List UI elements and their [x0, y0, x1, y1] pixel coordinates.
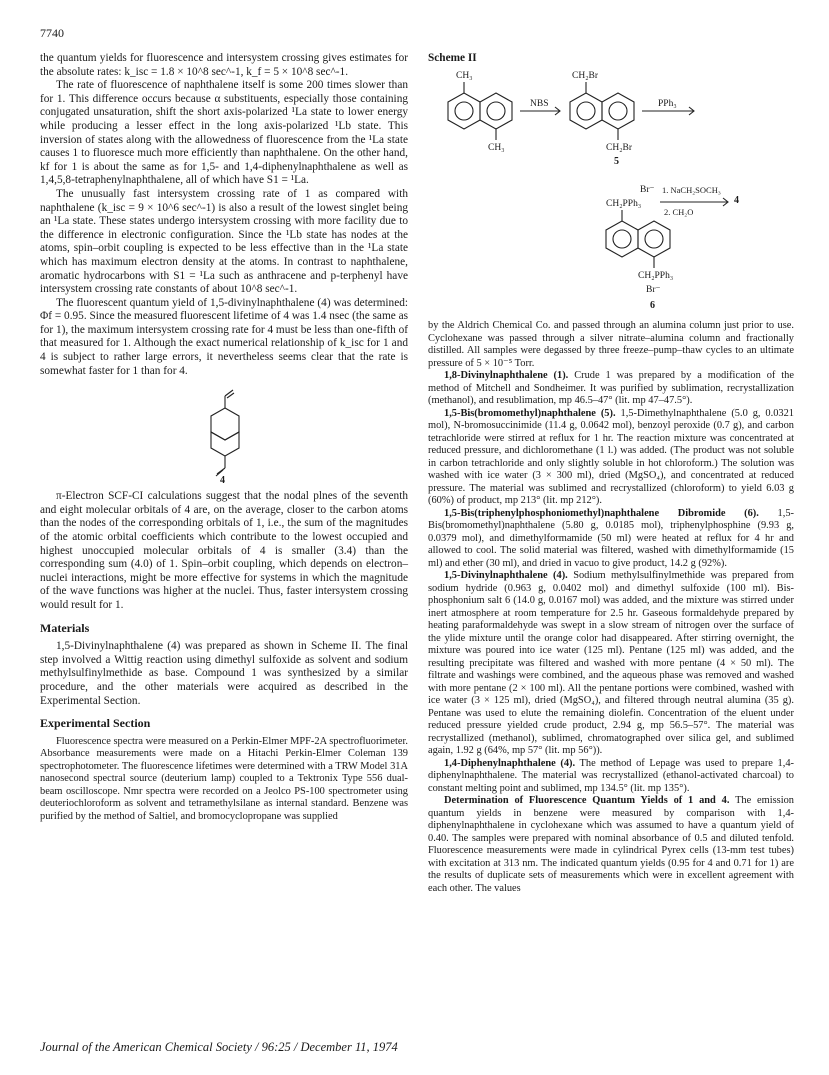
scheme-step-2: 2. CH₂O	[664, 207, 694, 217]
right-column	[428, 52, 794, 895]
left-paragraph-4: The fluorescent quantum yield of 1,5-divinylnaphthalene (4) was determined: Φf = 0.95. Since the measured fluorescent lifetime of 4 was 1.4 nsec (the same as for 1), the maximum intersystem crossing rate for 4 must be less than one-fifth of that measured for 1. Although the exact numerical relationship of k_isc for 1 and 4 is subject to rather large errors, it nevertheless seems clear that the rate is somewhat faster for 1 than for 4.	[40, 296, 409, 377]
materials-heading: Materials	[40, 620, 90, 635]
experimental-heading: Experimental Section	[40, 716, 151, 731]
scheme-ch2br-bottom: CH₂Br	[606, 143, 633, 153]
left-paragraph-3: The unusually fast intersystem crossing rate of 1 as compared with naphthalene (k_isc = 9 × 10^6 sec^-1) is also a result of the lowest singlet being an ¹La state. These states undergo intersystem crossing with more facility due to the difference in electronic configuration. Since the ¹Lb state has nodes at the atoms, spin–orbit coupling is expected to be less effective than in the ¹La state which has maximum electron density at the atoms. In contrast to naphthalene, aromatic hydrocarbons with S1 = ¹La such as anthracene and p-terphenyl have intersystem crossing rate constants of about 10^8 sec^-1.	[40, 187, 408, 296]
left-column	[40, 52, 408, 823]
scheme-ch2pph3-bottom: CH₂PPh₃	[638, 271, 674, 281]
scheme-pph3-reagent: PPh₃	[658, 99, 677, 109]
right-paragraph-1: by the Aldrich Chemical Co. and passed through an alumina column just prior to use. Cyclohexane was passed through a silver nitrate–alumina column and fractionally distilled. All samples were degassed by three freeze–pump–thaw cycles to an ultimate pressure of 5 × 10⁻⁵ Torr.	[428, 320, 794, 369]
quantum-yield-text: The emission quantum yields in benzene were measured by comparison with 1,4-diphenylnaphthalene in cyclohexane which was assumed to have a quantum yield of 0.40. The samples were prepared with nominal absorbance of 0.5 and diluted tenfold. Fluorescence measurements were made in cylindrical Pyrex cells (13-mm test tubes) with excitation at 313 nm. The indicated quantum yields (0.95 for 4 and 0.71 for 1) are the results of duplicate sets of measurements which were in excellent agreement with each other. The values	[428, 795, 794, 894]
scheme-step-1: 1. NaCH₂SOCH₃	[662, 185, 721, 195]
left-paragraph-1: the quantum yields for fluorescence and intersystem crossing gives estimates for the absolute rates: k_isc = 1.8 × 10^8 sec^-1, k_f = 5 × 10^8 sec^-1.	[40, 52, 408, 78]
structure-4-label: 4	[220, 475, 225, 487]
diphenylnaphthalene-text: The method of Lepage was used to prepare 1,4-diphenylnaphthalene. The material was recrystallized (ethanol-activated charcoal) to constant melting point and sublimed, mp 134.5° (lit. mp 135°).	[428, 757, 794, 794]
scheme-br-bottom: Br⁻	[646, 285, 661, 295]
diphenylnaphthalene-heading: 1,4-Diphenylnaphthalene (4).	[444, 757, 576, 769]
scheme-compound-5: 5	[614, 156, 619, 167]
divinylnaphthalene-1-text: Crude 1 was prepared by a modification of the method of Mitchell and Sondheimer. It was purified by sublimation, recrystallization (methanol), and resublimation, mp 46.5–47° (lit. mp 47–47.5°).	[428, 370, 794, 406]
scheme-br-top: Br⁻	[640, 185, 655, 195]
phosphonium-heading: 1,5-Bis(triphenylphosphoniomethyl)naphthalene Dibromide (6).	[444, 507, 759, 519]
right-paragraph-7	[428, 795, 794, 895]
scheme-compound-6: 6	[650, 300, 655, 311]
bromomethyl-text: 1,5-Dimethylnaphthalene (5.0 g, 0.0321 mol), N-bromosuccinimide (11.4 g, 0.0642 mol), benzoyl peroxide (0.7 g), and carbon tetrachloride were stirred at reflux for 1 hr. The reaction mixture was concentrated at reduced pressure, and dichloromethane (1 l.) was added. (The product was not soluble in carbon tetrachloride and only slightly soluble in hot chloroform.) The solution was washed with ice water (3 × 300 ml), dried (MgSO₄), and concentrated at reduced pressure. The material was sublimed and recrystallized (chloroform) to yield 6.03 g (60%) of product, mp 213° (lit. mp 212°).	[428, 407, 794, 506]
divinylnaphthalene-4-text: Sodium methylsulfinylmethide was prepared from sodium hydride (0.963 g, 0.0402 mol) and dimethyl sulfoxide (100 ml). Bis-phosphonium salt 6 (14.0 g, 0.0167 mol) was added, and the mixture was stirred under inert atmosphere at room temperature for 2.5 hr. Gaseous formaldehyde prepared by heating paraformaldehyde was swept in a slow stream of nitrogen over the surface of the ylide mixture until the orange color had disappeared. After stirring overnight, the mixture was poured into ice water (125 ml). Pentane (125 ml) was added, and the resulting precipitate was filtered and washed with more pentane (4 × 50 ml). The filtrate and washings were combined, and the aqueous phase was removed and washed with more pentane (2 × 100 ml). All the pentane portions were combined, washed with ice water (3 × 125 ml), dried (MgSO₄), and filtered through neutral alumina (35 g). Pentane was used to elute the remaining diolefin. Concentration of the eluent under reduced pressure yielded crude product, 2.94 g, mp 56.5–57°. The material was recrystallized (methanol), sublimed, chromatographed over silica gel, and sublimed again, 1.92 g (64%, mp 57° (lit. mp 56°)).	[428, 570, 794, 756]
scheme-nbs-reagent: NBS	[530, 99, 549, 109]
scheme-ch2br-top: CH₂Br	[572, 71, 599, 81]
right-paragraph-4	[428, 508, 794, 571]
phosphonium-text: 1,5-Bis(bromomethyl)naphthalene (5.80 g, 0.0185 mol), triphenylphosphine (9.93 g, 0.0379 mol), and dimethylformamide (50 ml) were heated at reflux for 4 hr and allowed to cool. The solid material was filtered, washed with dimethylformamide (15 ml) and ether (30 ml), and dried in vacuo to give product, 14.2 g (92%).	[428, 507, 794, 569]
scheme-ch3-top: CH₃	[456, 71, 473, 81]
materials-paragraph: 1,5-Divinylnaphthalene (4) was prepared as shown in Scheme II. The final step involved a Wittig reaction using dimethyl sulfoxide as solvent and sodium methylsulfinylmethide as base. Compound 1 was synthesized by a similar procedure, and the other materials were acquired as described in the Experimental Section.	[40, 640, 408, 707]
right-paragraph-2	[428, 370, 794, 408]
left-paragraph-5: π-Electron SCF-CI calculations suggest that the nodal plnes of the seventh and eight molecular orbitals of 4 are, on the average, closer to the carbon atoms than the nodes of the corresponding orbitals of 1, i.e., the sum of the magnitudes of the atomic orbital coefficients which contribute to the lowest occupied and highest unoccupied molecular orbitals of 4 is smaller (3.4) than the corresponding sum (4.0) of 1. Spin–orbit coupling, which depends on electron–nuclei interactions, might be more effective for systems in which the magnitude of the wave functions was higher at the nuclei. Thus, faster intersystem crossing would result for 1.	[40, 490, 408, 611]
scheme-drawing	[428, 52, 794, 372]
right-paragraph-3	[428, 408, 794, 508]
divinylnaphthalene-1-heading: 1,8-Divinylnaphthalene (1).	[444, 370, 569, 381]
quantum-yield-heading: Determination of Fluorescence Quantum Yields of 1 and 4.	[444, 795, 730, 806]
experimental-paragraph: Fluorescence spectra were measured on a Perkin-Elmer MPF-2A spectrofluorimeter. Absorbance measurements were made on a Hitachi Perkin-Elmer Coleman 139 spectrophotometer. The fluorescence lifetimes were determined with a TRW Model 31A nanosecond spectral source (deuterium lamp) coupled to a Tektronix Type 556 dual-beam oscilloscope. Nmr spectra were recorded on a Jeolco PS-100 spectrometer using deuteriochloroform as solvent and tetramethylsilane as internal standard. Benzene was purified by the method of Saltiel, and bromocyclopropane was supplied	[40, 735, 408, 822]
scheme-product-4: 4	[734, 195, 739, 206]
right-paragraph-5	[428, 570, 794, 758]
structure-4-drawing	[185, 388, 265, 480]
divinylnaphthalene-structure	[40, 388, 408, 487]
scheme-ch2pph3-top: CH₂PPh₃	[606, 199, 642, 209]
journal-footer: Journal of the American Chemical Society / 96:25 / December 11, 1974	[40, 1040, 398, 1054]
divinylnaphthalene-4-heading: 1,5-Divinylnaphthalene (4).	[444, 570, 568, 581]
page-number: 7740	[40, 26, 64, 40]
bromomethyl-heading: 1,5-Bis(bromomethyl)naphthalene (5).	[444, 407, 616, 419]
scheme-title: Scheme II	[428, 52, 477, 64]
right-paragraph-6	[428, 758, 794, 796]
scheme-ii	[428, 52, 794, 372]
left-paragraph-2: The rate of fluorescence of naphthalene itself is some 200 times slower than for 1. This difference occurs because α substituents, especially those containing conjugated unsaturation, shift the short axis-polarized ¹La state to lower energy while producing a lesser effect in the long axis-polarized ¹Lb state. This inversion of states along with the allowedness of fluorescence from the ¹La state causes 1 to fluoresce much more efficiently than naphthalene. On the other hand, kf for 1 is about the same as for 1,5- and 1,4-diphenylnaphthalene as well as 1,4,5,8-tetraphenylnaphthalene, all of which have S1 = ¹La.	[40, 79, 408, 187]
scheme-ch3-bottom: CH₃	[488, 143, 505, 153]
